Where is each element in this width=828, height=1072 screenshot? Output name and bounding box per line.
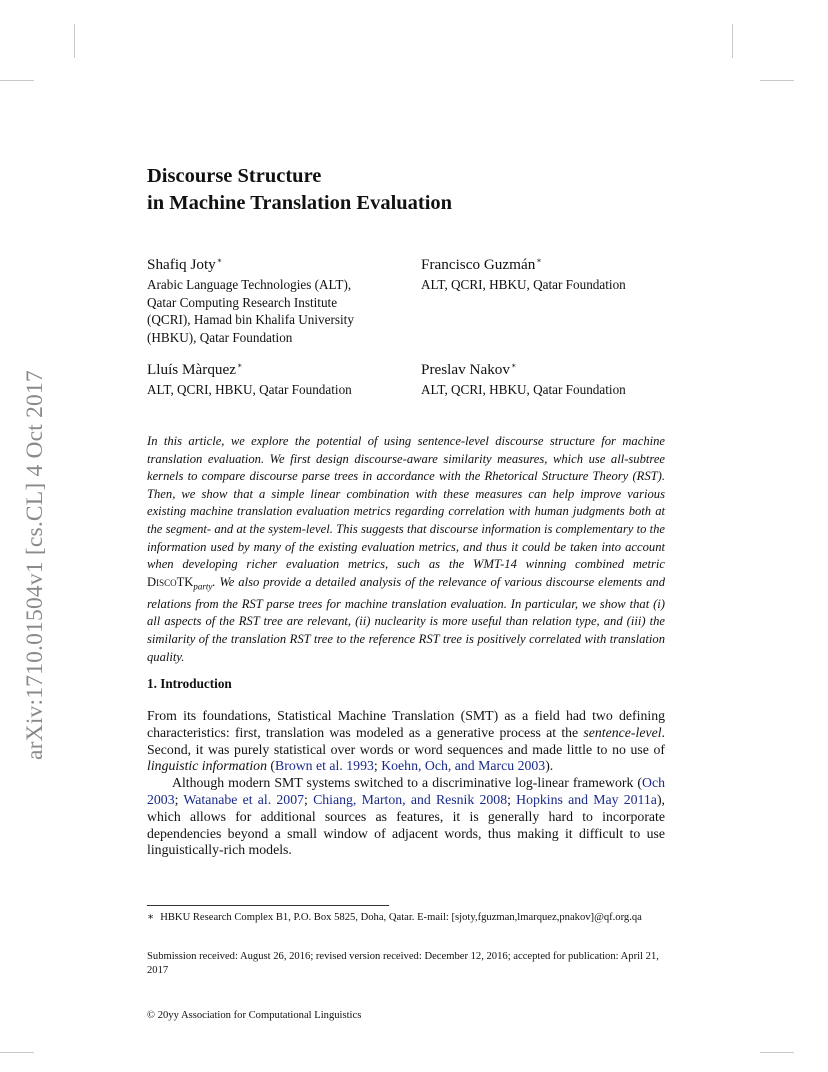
author-affiliation-line: Qatar Computing Research Institute (147, 294, 338, 310)
author-affiliation-line: ALT, QCRI, HBKU, Qatar Foundation (147, 382, 352, 397)
crop-mark-left-lower (0, 1052, 34, 1053)
citation-link[interactable]: Hopkins and May 2011a (516, 791, 657, 807)
paragraph: From its foundations, Statistical Machine Translation (SMT) as a field had two defining characteristics: first, translation was modeled as a generative process at the sentence-level. Second, it was purely statistical over words or word sequences and made little to no use of linguistic information (Brown et al. 1993; Koehn, Och, and Marcu 2003). (147, 708, 665, 774)
author-affiliation-line: ALT, QCRI, HBKU, Qatar Foundation (421, 382, 626, 397)
citation-link[interactable]: Koehn, Och, and Marcu 2003 (381, 758, 546, 774)
footnote-rule (147, 905, 389, 906)
author-joty (147, 251, 354, 346)
author-name: Lluís Màrquez∗ (147, 361, 243, 378)
submission-dates: Submission received: August 26, 2016; revised version received: December 12, 2016; accepted for publication: April 21, 2017 (147, 951, 659, 976)
author-nakov (421, 356, 626, 399)
footnote (147, 911, 667, 925)
crop-mark-right-lower (760, 1052, 794, 1053)
author-affiliation-line: ALT, QCRI, HBKU, Qatar Foundation (421, 277, 626, 292)
paper-title (147, 163, 452, 217)
author-guzman (421, 251, 626, 294)
author-marquez (147, 356, 352, 399)
title-line-1: Discourse Structure (147, 165, 322, 187)
footnote-text: HBKU Research Complex B1, P.O. Box 5825, Doha, Qatar. E-mail: [sjoty,fguzman,lmarquez,pnakov]@qf.org.qa (160, 912, 642, 923)
footnote-mark: ∗ (147, 912, 155, 923)
crop-mark-right-upper (760, 80, 794, 81)
title-line-2: in Machine Translation Evaluation (147, 192, 453, 214)
author-affiliation-line: (HBKU), Qatar Foundation (147, 329, 293, 345)
paragraph: Although modern SMT systems switched to a discriminative log-linear framework (Och 2003; Watanabe et al. 2007; Chiang, Marton, and Resnik 2008; Hopkins and May 2011a), which allows for additional sources as features, it is generally hard to incorporate dependencies beyond a small window of adjacent words, thus making it difficult to use linguistically-rich models. (147, 775, 665, 858)
abstract: In this article, we explore the potential of using sentence-level discourse structure for machine translation evaluation. We first design discourse-aware similarity measures, which use all-subtree kernels to compare discourse parse trees in accordance with the Rhetorical Structure Theory (RST). Then, we show that a simple linear combination with these measures can help improve various existing machine translation evaluation metrics regarding correlation with human judgments both at the segment- and at the system-level. This suggests that discourse information is complementary to the information used by many of the existing evaluation metrics, and thus it could be taken into account when developing richer evaluation metrics, such as the WMT-14 winning combined metric DiscoTK$_{party}$. We also provide a detailed analysis of the relevance of various discourse elements and relations from the RST parse trees for machine translation evaluation. In particular, we show that (i) all aspects of the RST tree are relevant, (ii) nuclearity is more useful than relation type, and (iii) the similarity of the translation RST tree to the reference RST tree is positively correlated with translation quality. (147, 434, 665, 664)
copyright-notice: © 20yy Association for Computational Linguistics (147, 1010, 362, 1021)
author-name: Shafiq Joty∗ (147, 256, 223, 273)
crop-mark-left-upper (0, 80, 34, 81)
author-affiliation-line: (QCRI), Hamad bin Khalifa University (147, 312, 354, 327)
metric-name: DiscoTK (147, 574, 194, 589)
author-name: Preslav Nakov∗ (421, 361, 517, 378)
metric-subscript: party (193, 581, 213, 592)
citation-link[interactable]: Brown et al. 1993 (275, 758, 374, 774)
crop-mark-top-left (74, 24, 75, 58)
crop-mark-top-right (732, 24, 733, 58)
introduction-body (147, 708, 665, 859)
citation-link[interactable]: Och 2003 (147, 775, 665, 807)
section-heading-introduction: 1. Introduction (147, 676, 232, 691)
citation-link[interactable]: Watanabe et al. 2007 (183, 791, 305, 807)
author-affiliation-line: Arabic Language Technologies (ALT), (147, 277, 352, 292)
arxiv-stamp: arXiv:1710.01504v1 [cs.CL] 4 Oct 2017 (22, 370, 48, 760)
citation-link[interactable]: Chiang, Marton, and Resnik 2008 (313, 791, 508, 807)
author-name: Francisco Guzmán∗ (421, 256, 542, 273)
